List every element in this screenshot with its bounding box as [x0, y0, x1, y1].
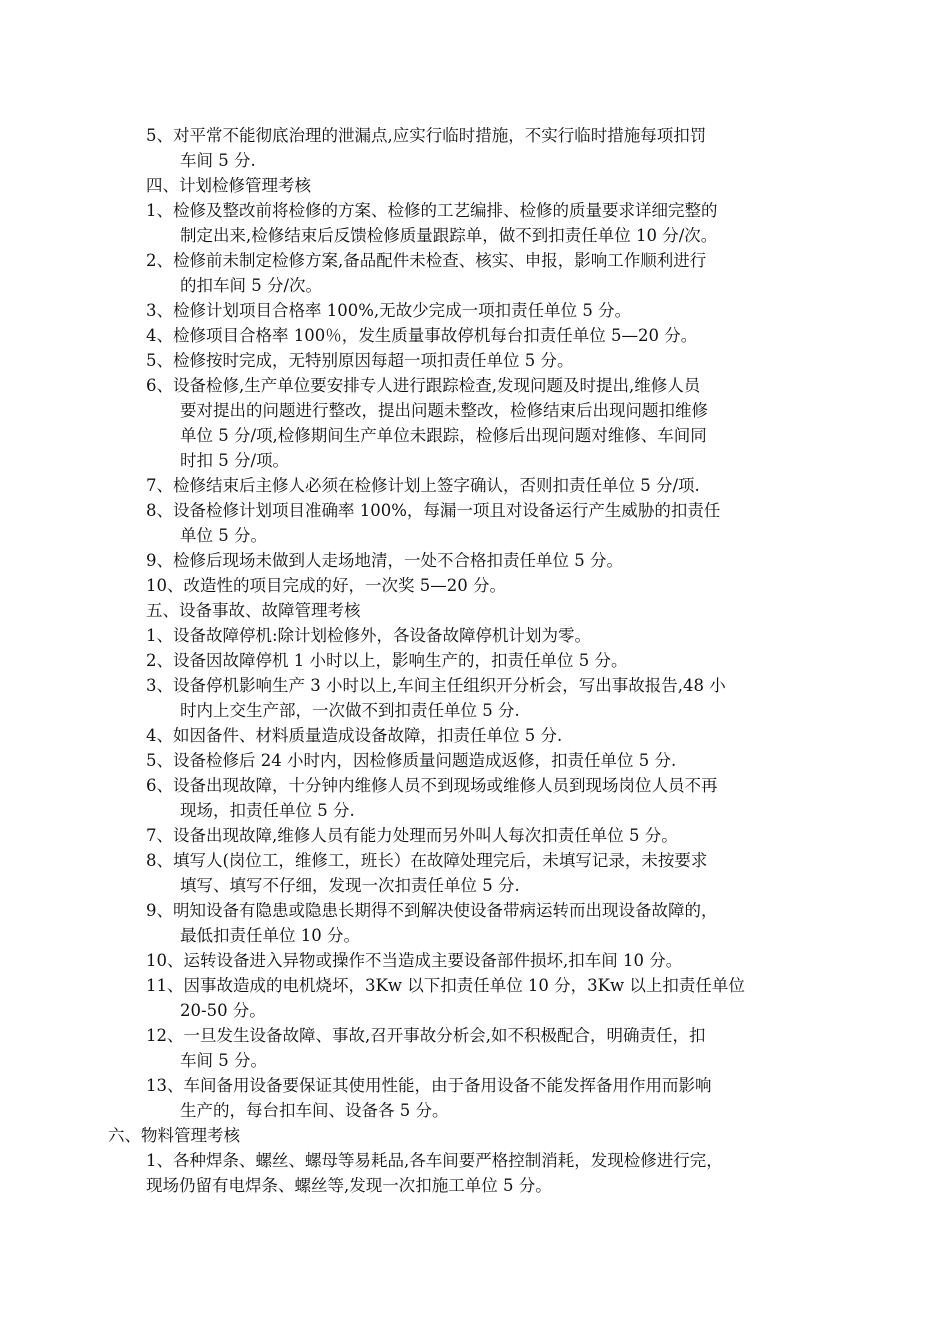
- text-line: 13、车间备用设备要保证其使用性能，由于备用设备不能发挥备用作用而影响: [146, 1076, 712, 1095]
- text-line: 现场仍留有电焊条、螺丝等,发现一次扣施工单位 5 分。: [146, 1176, 552, 1195]
- text-line: 的扣车间 5 分/次。: [180, 276, 323, 295]
- text-line: 4、检修项目合格率 100％，发生质量事故停机每台扣责任单位 5—20 分。: [146, 326, 698, 345]
- text-line: 3、设备停机影响生产 3 小时以上,车间主任组织开分析会，写出事故报告,48 小: [146, 676, 726, 695]
- text-line: 要对提出的问题进行整改，提出问题未整改，检修结束后出现问题扣维修: [180, 401, 708, 420]
- text-line: 9、检修后现场未做到人走场地清，一处不合格扣责任单位 5 分。: [146, 551, 623, 570]
- text-line: 1、各种焊条、螺丝、螺母等易耗品,各车间要严格控制消耗，发现检修进行完，: [146, 1151, 723, 1170]
- text-line: 2、检修前未制定检修方案,备品配件未检查、核实、申报，影响工作顺利进行: [146, 251, 707, 270]
- text-line: 7、检修结束后主修人必须在检修计划上签字确认，否则扣责任单位 5 分/项.: [146, 476, 700, 495]
- text-line: 填写、填写不仔细，发现一次扣责任单位 5 分.: [180, 876, 520, 895]
- text-line: 20-50 分。: [180, 1001, 266, 1020]
- text-line: 6、设备检修,生产单位要安排专人进行跟踪检查,发现问题及时提出,维修人员: [146, 376, 701, 395]
- text-line: 1、设备故障停机:除计划检修外，各设备故障停机计划为零。: [146, 626, 592, 645]
- text-line: 11、因事故造成的电机烧坏，3Kw 以下扣责任单位 10 分，3Kw 以上扣责任单位: [146, 976, 745, 995]
- text-line: 5、设备检修后 24 小时内，因检修质量问题造成返修，扣责任单位 5 分.: [146, 751, 677, 770]
- text-line: 8、设备检修计划项目准确率 100%，每漏一项且对设备运行产生威胁的扣责任: [146, 501, 721, 520]
- text-line: 车间 5 分.: [180, 151, 256, 170]
- text-line: 3、检修计划项目合格率 100%,无故少完成一项扣责任单位 5 分。: [146, 301, 632, 320]
- text-line: 单位 5 分/项,检修期间生产单位未跟踪，检修后出现问题对维修、车间同: [180, 426, 707, 445]
- text-line: 5、检修按时完成，无特别原因每超一项扣责任单位 5 分。: [146, 351, 574, 370]
- text-line: 时内上交生产部，一次做不到扣责任单位 5 分.: [180, 701, 520, 720]
- text-line: 生产的，每台扣车间、设备各 5 分。: [180, 1101, 449, 1120]
- text-line: 1、检修及整改前将检修的方案、检修的工艺编排、检修的质量要求详细完整的: [146, 201, 718, 220]
- text-line: 10、改造性的项目完成的好，一次奖 5—20 分。: [146, 576, 506, 595]
- text-line: 12、一旦发生设备故障、事故,召开事故分析会,如不积极配合，明确责任，扣: [146, 1026, 706, 1045]
- text-line: 单位 5 分。: [180, 526, 267, 545]
- section-heading: 四、计划检修管理考核: [146, 176, 311, 195]
- text-line: 5、对平常不能彻底治理的泄漏点,应实行临时措施，不实行临时措施每项扣罚: [146, 126, 707, 145]
- text-line: 现场，扣责任单位 5 分.: [180, 801, 355, 820]
- text-line: 6、设备出现故障，十分钟内维修人员不到现场或维修人员到现场岗位人员不再: [146, 776, 718, 795]
- text-line: 8、填写人(岗位工，维修工，班长）在故障处理完后，未填写记录，未按要求: [146, 851, 708, 870]
- text-line: 2、设备因故障停机 1 小时以上，影响生产的，扣责任单位 5 分。: [146, 651, 628, 670]
- text-line: 4、如因备件、材料质量造成设备故障，扣责任单位 5 分.: [146, 726, 563, 745]
- text-line: 7、设备出现故障,维修人员有能力处理而另外叫人每次扣责任单位 5 分。: [146, 826, 678, 845]
- section-heading: 六、物料管理考核: [108, 1126, 240, 1145]
- text-line: 最低扣责任单位 10 分。: [180, 926, 360, 945]
- text-line: 车间 5 分。: [180, 1051, 267, 1070]
- text-line: 10、运转设备进入异物或操作不当造成主要设备部件损坏,扣车间 10 分。: [146, 951, 683, 970]
- text-line: 9、明知设备有隐患或隐患长期得不到解决使设备带病运转而出现设备故障的，: [146, 901, 718, 920]
- text-line: 制定出来,检修结束后反馈检修质量跟踪单，做不到扣责任单位 10 分/次。: [180, 226, 718, 245]
- section-heading: 五、设备事故、故障管理考核: [146, 601, 361, 620]
- text-line: 时扣 5 分/项。: [180, 451, 290, 470]
